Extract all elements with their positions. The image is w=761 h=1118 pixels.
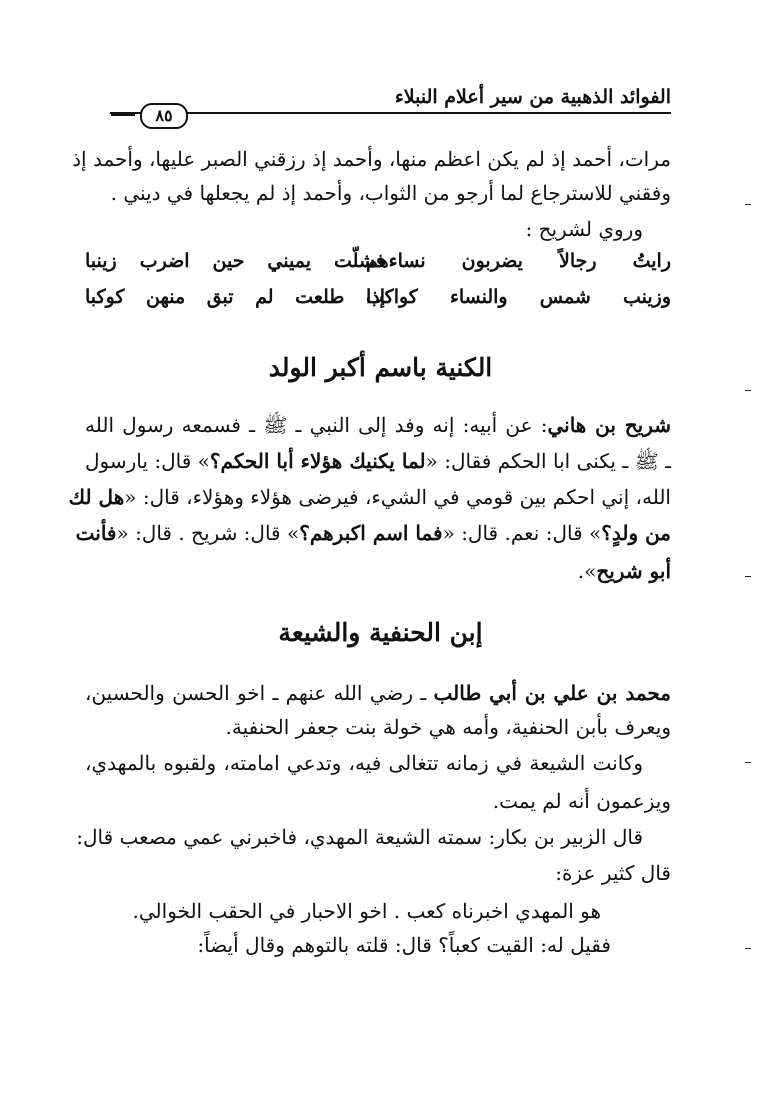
s2-line-3: وكانت الشيعة في زمانه تتغالى فيه، وتدعي امامته، ولقبوه بالمهدي، (85, 751, 643, 775)
s2-l1-text: ـ رضي الله عنهم ـ اخو الحسن والحسين، (85, 681, 434, 705)
s1-line-3 (68, 480, 671, 514)
s1-line-5 (85, 554, 671, 588)
margin-mark (745, 390, 751, 391)
section-heading-2: إبن الحنفية والشيعة (278, 618, 483, 647)
s1-l4-quote3: فأنت (75, 521, 117, 545)
s1-l5-text: ». (577, 559, 597, 583)
poem-intro: وروي لشريح : (525, 217, 643, 241)
s1-line-1 (85, 408, 671, 442)
poem-verse-1-left: فشلّت يميني حين اضرب زينبا (85, 250, 385, 272)
s1-l2-text: ـ ﷺ ـ يكنى ابا الحكم فقال: « (425, 449, 671, 473)
section-heading-1: الكنية باسم أكبر الولد (268, 353, 493, 382)
para1-line-2: وفقني للاسترجاع لما أرجو من الثواب، وأحمد إذ لم يجعلها في ديني . (110, 181, 671, 205)
s2-line-1 (85, 676, 671, 710)
s2-line-7: هو المهدي اخبرناه كعب . اخو الاحبار في الحقب الخوالي. (132, 899, 601, 923)
margin-mark (745, 576, 751, 577)
s1-l5-quote: أبو شريح (596, 559, 671, 583)
s2-line-8: فقيل له: القيت كعباً؟ قال: قلته بالتوهم وقال أيضاً: (197, 933, 611, 957)
header-rule (110, 112, 671, 114)
s1-line-2 (85, 444, 671, 478)
poem-verse-1-right: رايتُ رجالاً يضربون نساءهم (366, 250, 671, 272)
s2-l1-name: محمد بن علي بن أبي طالب (433, 681, 671, 705)
s1-l1-name: شريح بن هاني (547, 413, 671, 437)
s1-l4-quote2: فما اسم اكبرهم؟ (299, 521, 443, 545)
s1-l2-quote: لما يكنيك هؤلاء أبا الحكم؟ (209, 449, 426, 473)
s2-line-4: ويزعمون أنه لم يمت. (492, 789, 671, 813)
margin-mark (745, 948, 751, 949)
s1-l3-text: الله، إني احكم بين قومي في الشيء، فيرضى هؤلاء وهؤلاء، قال: « (124, 485, 671, 509)
s1-l4-quote: من ولدٍ؟ (601, 521, 671, 545)
s2-line-6: قال كثير عزة: (555, 861, 671, 885)
s2-line-2: ويعرف بأبن الحنفية، وأمه هي خولة بنت جعفر الحنفية. (225, 715, 671, 739)
poem-verse-2-left: إذا طلعت لم تبق منهن كوكبا (85, 286, 385, 308)
s1-l4-text: » قال: نعم. قال: « (442, 521, 602, 545)
margin-mark (745, 204, 751, 205)
page-number: ٨٥ (140, 103, 188, 129)
poem-verse-2-right: وزينب شمس والنساء كواكب (366, 286, 671, 308)
running-header-title: الفوائد الذهبية من سير أعلام النبلاء (394, 86, 671, 108)
para1-line-1: مرات، أحمد إذ لم يكن اعظم منها، وأحمد إذ رزقني الصبر عليها، وأحمد إذ (72, 147, 671, 171)
s2-line-5: قال الزبير بن بكار: سمته الشيعة المهدي، فاخبرني عمي مصعب قال: (76, 825, 643, 849)
margin-mark (745, 762, 751, 763)
s1-l4-tail: » قال: شريح . قال: « (116, 521, 300, 545)
s1-l3-quote: هل لك (68, 485, 125, 509)
s1-l1-text: : عن أبيه: إنه وفد إلى النبي ـ ﷺ ـ فسمعه رسول الله (85, 413, 548, 437)
s1-line-4 (75, 516, 671, 550)
s1-l2-tail: » قال: يارسول (85, 449, 210, 473)
header-dash (111, 112, 135, 116)
